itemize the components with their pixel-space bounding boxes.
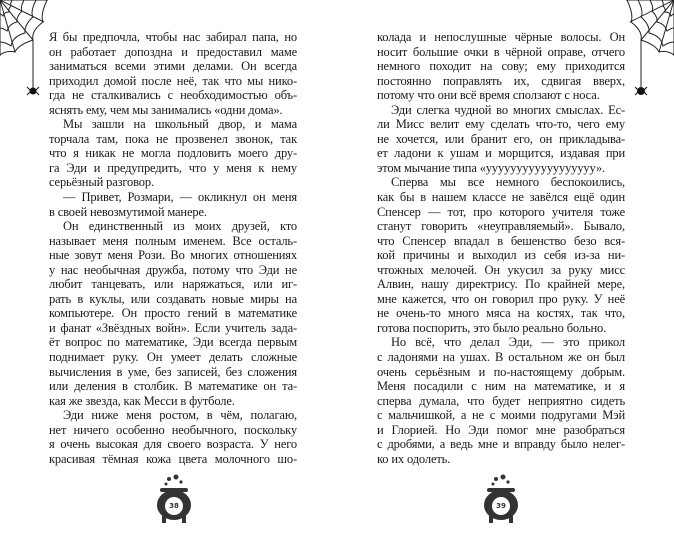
text-line: немного походит на сову; ему приходится bbox=[377, 59, 625, 74]
page-number: 39 bbox=[492, 497, 510, 515]
text-line: я очень высокая для своего возраста. У него bbox=[49, 437, 297, 452]
text-line: поднимает руку. Он умеет делать сложные bbox=[49, 350, 297, 365]
left-page-text bbox=[49, 30, 297, 466]
text-line: ко их одолеть. bbox=[377, 451, 451, 466]
text-line: с ладонями на ушах. В остальном же он был bbox=[377, 350, 625, 365]
right-page-text bbox=[377, 30, 625, 466]
paragraph bbox=[377, 175, 625, 335]
paragraph bbox=[49, 30, 297, 117]
paragraph bbox=[49, 190, 297, 219]
text-line: что Спенсер впадал в бешенство безо вся- bbox=[377, 233, 625, 248]
page-number: 38 bbox=[165, 497, 183, 515]
text-line: сперва думала, что будет неприятно сидеть bbox=[377, 393, 625, 408]
text-line: потому что они всё время сползают с носа. bbox=[377, 88, 600, 103]
text-line: любит танцевать, или наряжаться, или иг- bbox=[49, 277, 297, 292]
text-line: Сперва мы все немного беспокоились, bbox=[391, 175, 625, 190]
spider-icon bbox=[27, 87, 39, 95]
spider-icon bbox=[635, 87, 647, 95]
text-line: Но всё, что делал Эди, — это прикол bbox=[391, 335, 625, 350]
text-line: ет ладони к ушам и морщится, издавая при bbox=[377, 146, 625, 161]
text-line: очень серьёзным и по-настоящему добрым. bbox=[377, 364, 625, 379]
text-line: кой причины и выходил из себя из-за ни- bbox=[377, 248, 625, 263]
text-line: гда не сталкивались с необходимостью объ- bbox=[49, 88, 297, 103]
text-line: он работает допоздна и предоставил маме bbox=[49, 44, 297, 59]
text-line: не очень-то много мяса на костях, так что, bbox=[377, 306, 625, 321]
text-line: ли Мисс велит ему сделать что-то, чего ему bbox=[377, 117, 625, 132]
paragraph bbox=[377, 30, 625, 103]
text-line: Он единственный из моих друзей, кто bbox=[63, 219, 297, 234]
paragraph bbox=[49, 117, 297, 190]
text-line: Эди ниже меня ростом, в чём, полагаю, bbox=[63, 408, 297, 423]
text-line: в своей невозмутимой манере. bbox=[49, 204, 207, 219]
text-line: яснять ему, чем мы занимались «одни дома». bbox=[49, 102, 283, 117]
text-line: Меня посадили с ним на математике, и я bbox=[377, 379, 625, 394]
text-line: и фанат «Звёздных войн». Если учитель зада- bbox=[49, 320, 297, 335]
text-line: торчала там, пока не прозвенел звонок, так bbox=[49, 131, 297, 146]
text-line: называет меня полным именем. Все осталь- bbox=[49, 233, 297, 248]
paragraph bbox=[377, 103, 625, 176]
paragraph bbox=[49, 408, 297, 466]
text-line: ёт вопрос по математике, Эди всегда первым bbox=[49, 335, 297, 350]
text-line: не хочется, или бранит его, он прикладыва- bbox=[377, 131, 625, 146]
text-line: что я никак не могла подловить моего дру- bbox=[49, 146, 297, 161]
text-line: Спенсер — тот, про которого учителя тоже bbox=[377, 204, 625, 219]
text-line: этом мычание типа «уууууууууууууууууу». bbox=[377, 160, 606, 175]
text-line: чтожных мелочей. Он укусил за руку мисс bbox=[377, 262, 625, 277]
text-line: красивая тёмная кожа цвета молочного шо- bbox=[49, 451, 297, 466]
text-line: серьёзный разговор. bbox=[49, 175, 154, 190]
text-line: Мы зашли на школьный двор, и мама bbox=[63, 117, 297, 132]
paragraph bbox=[49, 219, 297, 408]
page-number-left bbox=[154, 471, 194, 525]
text-line: с мальчишкой, а не с моими подругами Мэй bbox=[377, 408, 625, 423]
text-line: Я бы предпочла, чтобы нас забирал папа, но bbox=[49, 30, 297, 44]
text-line: заниматься всеми этими делами. Он всегда bbox=[49, 59, 297, 74]
text-line: га Эди и предупредить, что у меня к нему bbox=[49, 160, 297, 175]
text-line: приходил домой после неё, так что мы нико- bbox=[49, 73, 297, 88]
page-number-right bbox=[481, 471, 521, 525]
text-line: кая же звезда, как Месси в футболе. bbox=[49, 393, 235, 408]
text-line: рать в куклы, или создавать новые миры на bbox=[49, 291, 297, 306]
text-line: — Привет, Розмари, — окликнул он меня bbox=[63, 190, 297, 205]
text-line: и Глорией. Но Эди помог мне разобраться bbox=[377, 422, 625, 437]
text-line: как бы в нашем классе не завёлся ещё один bbox=[377, 190, 625, 205]
paragraph bbox=[377, 335, 625, 466]
text-line: компьютере. Он просто гений в математике bbox=[49, 306, 297, 321]
text-line: мне кажется, что он говорил про руку. У неё bbox=[377, 291, 625, 306]
text-line: готова поспорить, это было реально больно. bbox=[377, 320, 607, 335]
text-line: нет ничего особенно необычного, поскольку bbox=[49, 422, 297, 437]
text-line: с дробями, а ведь мне и вправду было нелег- bbox=[377, 437, 625, 452]
text-line: колада и непослушные чёрные волосы. Он bbox=[377, 30, 625, 44]
text-line: или деления в столбик. В математике он та- bbox=[49, 379, 297, 394]
text-line: Алвин, нашу директрису. По крайней мере, bbox=[377, 277, 625, 292]
text-line: вычисления в уме, без записей, без сложения bbox=[49, 364, 297, 379]
text-line: станут говорить «неуправляемый». Бывало, bbox=[377, 219, 625, 234]
text-line: носит большие очки в чёрной оправе, отчего bbox=[377, 44, 625, 59]
text-line: у нас необычная дружба, потому что Эди не bbox=[49, 262, 297, 277]
text-line: Эди слегка чудной во многих смыслах. Ес- bbox=[391, 102, 625, 117]
text-line: ные зовут меня Рози. Во многих отношениях bbox=[49, 248, 297, 263]
text-line: постоянно поправлять их, сдвигая вверх, bbox=[377, 73, 625, 88]
